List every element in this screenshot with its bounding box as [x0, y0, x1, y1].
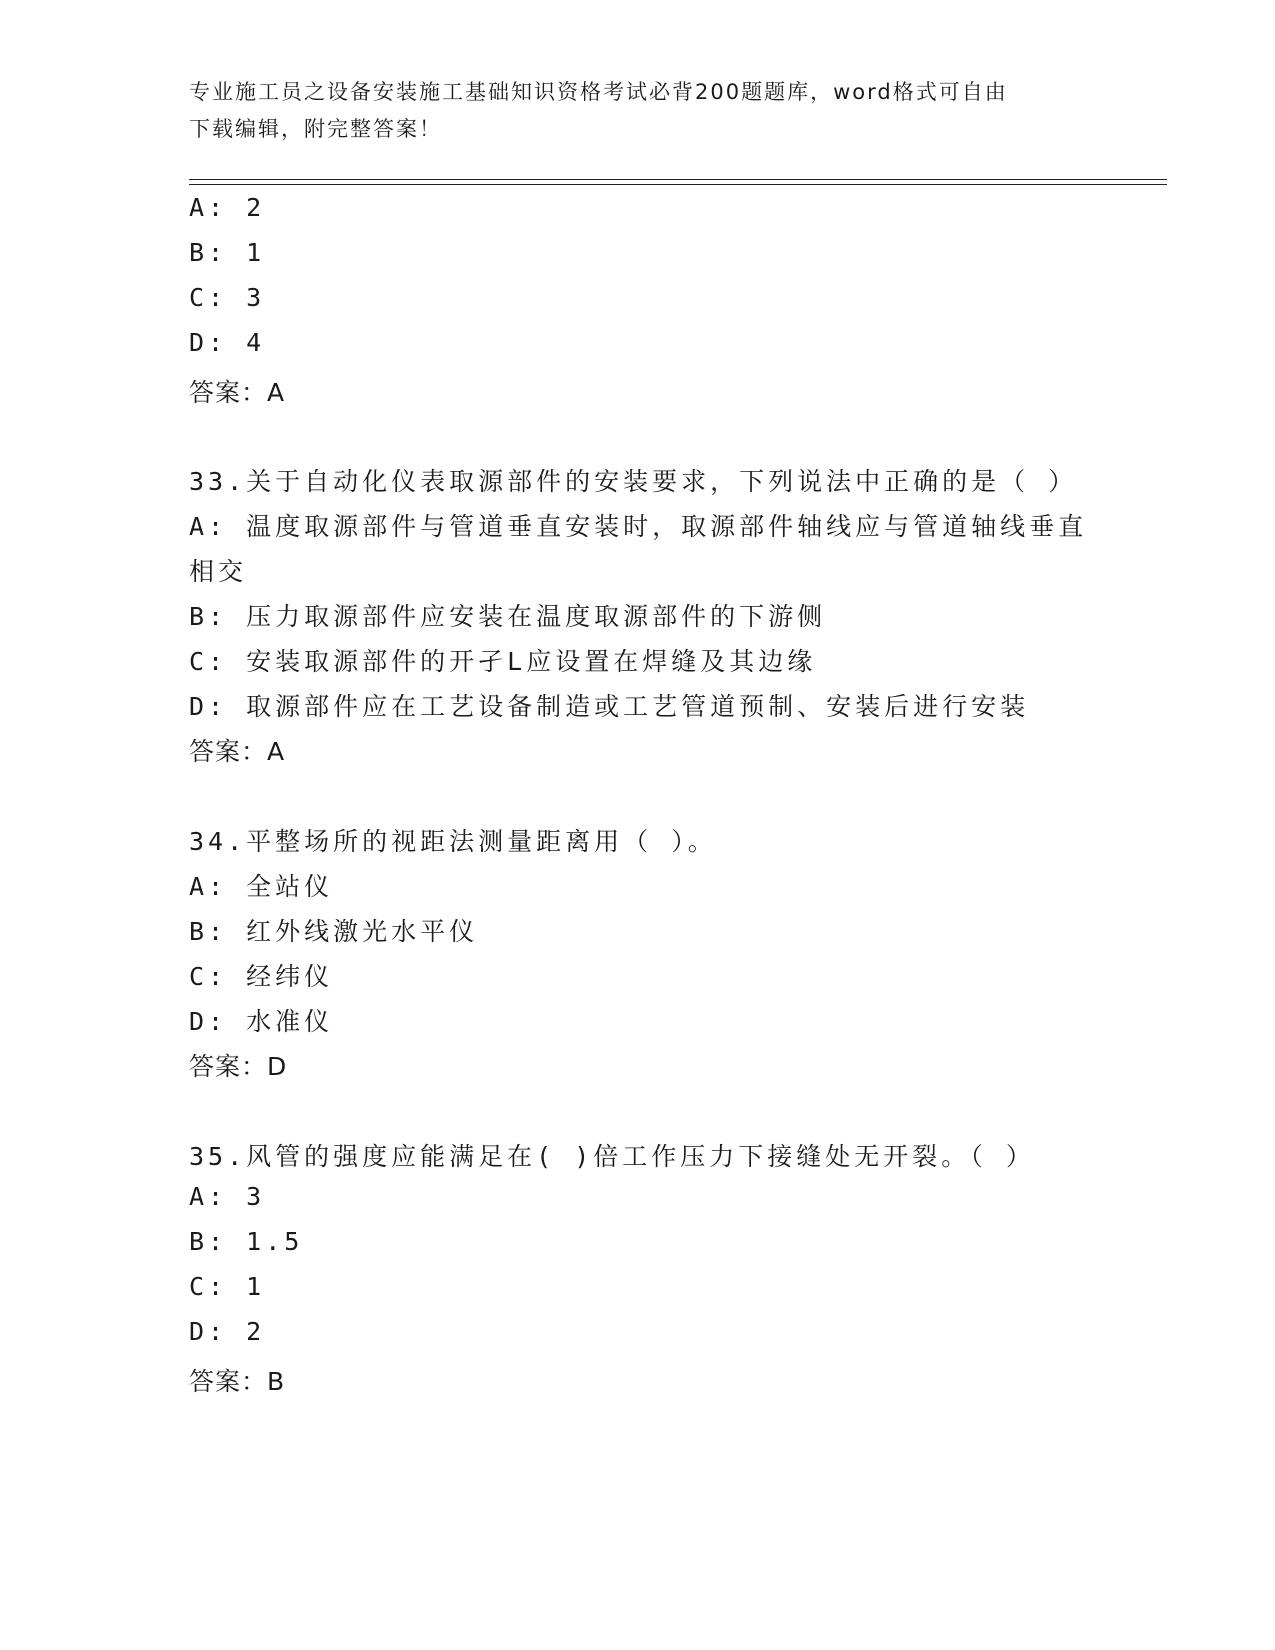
q33-option-a: A: 温度取源部件与管道垂直安装时，取源部件轴线应与管道轴线垂直 — [189, 512, 1088, 541]
q32-option-b: B: 1 — [189, 238, 266, 267]
q33-option-b: B: 压力取源部件应安装在温度取源部件的下游侧 — [189, 602, 827, 631]
q35-stem: 35.风管的强度应能满足在( )倍工作压力下接缝处无开裂。（ ） — [189, 1142, 1035, 1171]
q33-option-c: C: 安装取源部件的开孑L应设置在焊缝及其边缘 — [189, 647, 817, 676]
header-line-2: 下载编辑，附完整答案！ — [189, 117, 442, 141]
q34-option-c: C: 经纬仪 — [189, 962, 334, 991]
q32-option-a: A: 2 — [189, 193, 266, 222]
q35-option-a: A: 3 — [189, 1182, 266, 1211]
q34-option-b: B: 红外线激光水平仪 — [189, 917, 479, 946]
q33-option-a-cont: 相交 — [189, 557, 248, 586]
q33-option-d: D: 取源部件应在工艺设备制造或工艺管道预制、安装后进行安装 — [189, 692, 1030, 721]
q34-option-d: D: 水准仪 — [189, 1007, 334, 1036]
header-divider-bottom — [189, 184, 1167, 185]
q34-stem: 34.平整场所的视距法测量距离用（ ）。 — [189, 827, 717, 856]
q32-option-d: D: 4 — [189, 328, 266, 357]
q32-answer: 答案：A — [189, 378, 286, 407]
header-divider-top — [189, 179, 1167, 180]
document-header — [189, 74, 1089, 148]
q35-option-b: B: 1.5 — [189, 1227, 304, 1256]
header-line-1: 专业施工员之设备安装施工基础知识资格考试必背200题题库，word格式可自由 — [189, 80, 1008, 104]
q35-option-c: C: 1 — [189, 1272, 266, 1301]
q33-stem: 33.关于自动化仪表取源部件的安装要求，下列说法中正确的是（ ） — [189, 467, 1078, 496]
q33-answer: 答案：A — [189, 737, 286, 766]
q35-option-d: D: 2 — [189, 1317, 266, 1346]
q35-answer: 答案：B — [189, 1367, 286, 1396]
q34-answer: 答案：D — [189, 1052, 288, 1081]
q34-option-a: A: 全站仪 — [189, 872, 334, 901]
q32-option-c: C: 3 — [189, 283, 266, 312]
